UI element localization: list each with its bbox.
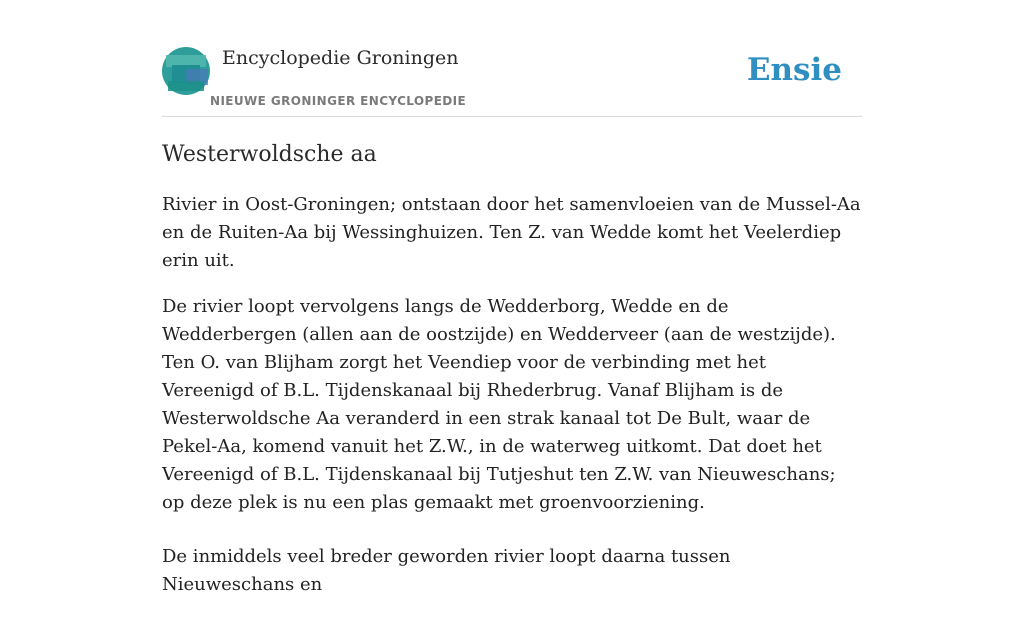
entry-paragraph: Rivier in Oost-Groningen; ontstaan door het samenvloeien van de Mussel-Aa en de Ruiten-Aa bij Wessinghuizen. Ten Z. van Wedde komt het Veelerdiep erin uit. <box>162 194 861 271</box>
avatar-map-shape <box>168 81 204 91</box>
site-avatar[interactable] <box>162 47 210 95</box>
entry-paragraph: De rivier loopt vervolgens langs de Wedderborg, Wedde en de Wedderbergen (allen aan de oostzijde) en Wedderveer (aan de westzijde). Ten O. van Blijham zorgt het Veendiep voor de verbinding met het Vereenigd of B.L. Tijdenskanaal bij Rhederbrug. Vanaf Blijham is de Westerwoldsche Aa veranderd in een strak kanaal tot De Bult, waar de Pekel-Aa, komend vanuit het Z.W., in de waterweg uitkomt. Dat doet het Vereenigd of B.L. Tijdenskanaal bij Tutjeshut ten Z.W. van Nieuweschans; op deze plek is nu een plas gemaakt met groenvoorziening. <box>162 296 836 513</box>
site-header <box>162 44 862 117</box>
site-subtitle: NIEUWE GRONINGER ENCYCLOPEDIE <box>210 94 467 108</box>
entry-content <box>162 141 862 617</box>
brand-logo[interactable]: Ensie <box>746 52 842 88</box>
site-title[interactable]: Encyclopedie Groningen <box>222 47 459 69</box>
entry-title: Westerwoldsche aa <box>162 142 377 167</box>
entry-paragraph: De inmiddels veel breder geworden rivier loopt daarna tussen Nieuweschans en <box>162 546 731 595</box>
